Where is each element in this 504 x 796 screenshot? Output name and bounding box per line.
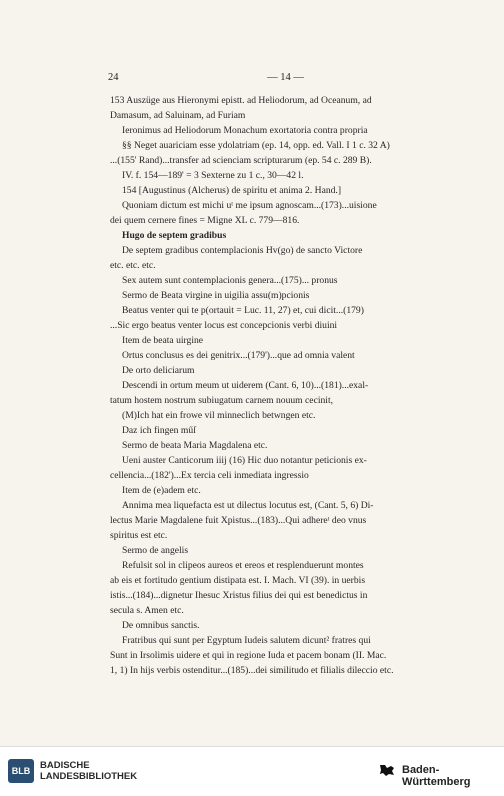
text-line: §§ Neget auariciam esse ydolatriam (ep. 14, opp. ed. Vall. I 1 c. 32 A) — [122, 140, 390, 151]
text-line: IV. f. 154—189' = 3 Sexterne zu 1 c., 30—42 l. — [122, 170, 304, 181]
text-line: secula s. Amen etc. — [110, 605, 184, 616]
text-line: dei quem cernere fines = Migne XL c. 779—816. — [110, 215, 300, 226]
text-line: Ieronimus ad Heliodorum Monachum exortatoria contra propria — [122, 125, 368, 136]
library-name-line1: BADISCHE — [40, 760, 90, 771]
folio-number: — 14 — — [267, 72, 304, 83]
page-number: 24 — [108, 72, 119, 83]
text-line: De orto deliciarum — [122, 365, 195, 376]
text-line: 153 Auszüge aus Hieronymi epistt. ad Heliodorum, ad Oceanum, ad — [110, 95, 372, 106]
text-line: Ortus conclusus es dei genitrix...(179')...que ad omnia valent — [122, 350, 355, 361]
text-line: Descendi in ortum meum ut uiderem (Cant. 6, 10)...(181)...exal- — [122, 380, 369, 391]
text-line: lectus Marie Magdalene fuit Xpistus...(183)...Qui adhereᵗ deo vnus — [110, 515, 367, 526]
text-line: spiritus est etc. — [110, 530, 168, 541]
footer-bar — [0, 746, 504, 796]
text-line: tatum hostem nostrum subiugatum carnem nouum cecinit, — [110, 395, 334, 406]
text-line: Daz ich fingen műſ — [122, 425, 196, 436]
text-line: istis...(184)...dignetur Ihesuc Xristus filius dei qui est benedictus in — [110, 590, 368, 601]
text-line: ...Sic ergo beatus venter locus est concepcionis verbi diuini — [110, 320, 338, 331]
blb-logo[interactable]: BLB — [8, 759, 34, 783]
text-line: etc. etc. etc. — [110, 260, 156, 271]
text-line: Sermo de beata Maria Magdalena etc. — [122, 440, 268, 451]
text-line: ab eis et fortitudo gentium distipata est. I. Mach. VI (39). in uerbis — [110, 575, 366, 586]
text-line: Fratribus qui sunt per Egyptum Iudeis salutem dicunt² fratres qui — [122, 635, 371, 646]
text-line: Refulsit sol in clipeos aureos et ereos et resplenduerunt montes — [122, 560, 364, 571]
text-line: ...(155' Rand)...transfer ad scienciam scripturarum (ep. 54 c. 289 B). — [110, 155, 372, 166]
text-line: Sunt in Irsolimis uidere et qui in regione Iuda et pacem bonam (II. Mac. — [110, 650, 387, 661]
text-line: Beatus venter qui te p(ortauit = Luc. 11, 27) et, cui dicit...(179) — [122, 305, 364, 316]
text-line: Ueni auster Canticorum iiij (16) Hic duo notantur peticionis ex- — [122, 455, 367, 466]
library-name-line2: LANDESBIBLIOTHEK — [40, 771, 138, 782]
text-line: Sermo de Beata virgine in uigilia assu(m)pcionis — [122, 290, 310, 301]
text-line: Hugo de septem gradibus — [122, 230, 227, 241]
text-line: Item de beata uirgine — [122, 335, 204, 346]
text-line: cellencia...(182')...Ex tercia celi inmediata ingressio — [110, 470, 309, 481]
text-line: Quoniam dictum est michi uᵗ me ipsum agnoscam...(173)...uisione — [122, 200, 377, 211]
text-line: Sermo de angelis — [122, 545, 189, 556]
text-line: Damasum, ad Saluinam, ad Furiam — [110, 110, 246, 121]
text-line: De omnibus sanctis. — [122, 620, 200, 631]
bw-lion-icon — [378, 762, 396, 778]
library-name[interactable] — [40, 760, 137, 782]
text-line: 154 [Augustinus (Alcherus) de spiritu et anima 2. Hand.] — [122, 185, 342, 196]
text-line: 1, 1) In hijs verbis ostenditur...(185)...dei similitudo et filialis dileccio etc. — [110, 665, 394, 676]
text-line: Annima mea liquefacta est ut dilectus locutus est, (Cant. 5, 6) Di- — [122, 500, 374, 511]
text-line: Item de (e)adem etc. — [122, 485, 201, 496]
text-line: Sex autem sunt contemplacionis genera...(175)... pronus — [122, 275, 338, 286]
state-name[interactable]: Baden-Württemberg — [402, 764, 471, 788]
text-line: De septem gradibus contemplacionis Hv(go) de sancto Victore — [122, 245, 363, 256]
body-text — [110, 93, 465, 678]
text-line: (M)Ich hat ein frowe vil minneclich betwngen etc. — [122, 410, 316, 421]
